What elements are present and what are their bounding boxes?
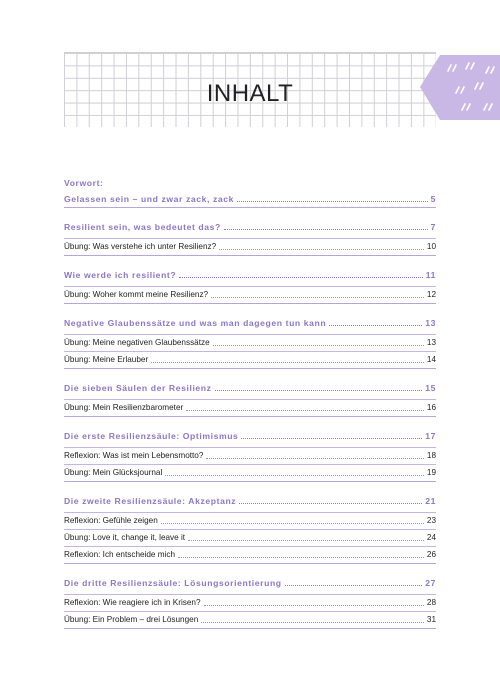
entry-title: Die sieben Säulen der Resilienz [64,383,212,393]
page-number: 13 [425,318,436,328]
entry-title: Gelassen sein – und zwar zack, zack [64,194,235,204]
dot-leader [239,498,422,504]
dot-leader [329,320,422,326]
page-number: 28 [426,598,436,607]
toc-section [64,267,436,304]
toc-section [64,380,436,417]
entry-title: Negative Glaubenssätze und was man dagegen tun kann [64,318,327,328]
toc-chapter-entry[interactable] [64,219,436,235]
toc-exercise-entry[interactable] [64,594,436,611]
dot-leader [188,535,424,541]
toc-section [64,315,436,369]
toc-section [64,575,436,629]
table-of-contents [64,175,436,640]
page-number: 10 [426,242,436,251]
page-number: 14 [426,355,436,364]
entry-title: Wie werde ich resilient? [64,270,177,280]
entry-title: Die dritte Resilienzsäule: Lösungsorientierung [64,578,282,588]
toc-exercise-entry[interactable] [64,512,436,529]
toc-section [64,428,436,482]
entry-title: Übung: Was verstehe ich unter Resilienz? [64,242,217,251]
page-number: 7 [430,222,436,232]
dot-leader [178,552,424,558]
toc-chapter-entry[interactable] [64,175,436,191]
toc-exercise-entry[interactable] [64,351,436,368]
toc-exercise-entry[interactable] [64,529,436,546]
entry-title: Die erste Resilienzsäule: Optimismus [64,431,239,441]
entry-title: Vorwort: [64,178,104,188]
page-number: 5 [430,194,436,204]
toc-exercise-entry[interactable] [64,334,436,351]
page-number: 16 [426,403,436,412]
dot-leader [224,224,428,230]
page-number: 19 [426,468,436,477]
page-number: 18 [426,451,436,460]
toc-chapter-entry[interactable] [64,380,436,396]
page-number: 15 [425,383,436,393]
entry-title: Übung: Mein Resilienzbarometer [64,403,184,412]
toc-exercise-entry[interactable] [64,611,436,628]
toc-chapter-entry[interactable] [64,315,436,331]
dot-leader [237,196,428,202]
dot-leader [206,453,423,459]
toc-chapter-entry[interactable] [64,493,436,509]
page-number: 24 [426,533,436,542]
toc-exercise-entry[interactable] [64,447,436,464]
page-number: 23 [426,516,436,525]
entry-title: Übung: Mein Glücksjournal [64,468,163,477]
entry-title: Die zweite Resilienzsäule: Akzeptanz [64,496,237,506]
page-number: 21 [425,496,436,506]
entry-title: Übung: Love it, change it, leave it [64,533,186,542]
dot-leader [151,357,424,363]
page-number: 17 [425,431,436,441]
dot-leader [285,580,423,586]
dot-leader [201,617,424,623]
entry-title: Reflexion: Ich entscheide mich [64,550,176,559]
toc-exercise-entry[interactable] [64,286,436,303]
toc-section [64,219,436,256]
decorative-tag-icon [420,55,500,120]
grid-header-band [64,52,436,127]
dot-leader [215,385,423,391]
toc-exercise-entry[interactable] [64,238,436,255]
toc-section [64,175,436,208]
dot-leader [211,292,424,298]
toc-chapter-entry[interactable] [64,575,436,591]
page-number: 31 [426,615,436,624]
toc-chapter-entry[interactable] [64,428,436,444]
entry-title: Übung: Woher kommt meine Resilienz? [64,290,209,299]
page-title: INHALT [206,80,294,107]
toc-section [64,493,436,564]
entry-title: Übung: Meine negativen Glaubenssätze [64,338,210,347]
entry-title: Übung: Meine Erlauber [64,355,149,364]
toc-exercise-entry[interactable] [64,464,436,481]
dot-leader [179,272,422,278]
entry-title: Resilient sein, was bedeutet das? [64,222,221,232]
page-number: 27 [425,578,436,588]
entry-title: Reflexion: Wie reagiere ich in Krisen? [64,598,201,607]
toc-exercise-entry[interactable] [64,546,436,563]
page-number: 12 [426,290,436,299]
page-number: 11 [425,270,436,280]
dot-leader [161,518,424,524]
dot-leader [213,340,424,346]
dot-leader [186,405,424,411]
page-number: 26 [426,550,436,559]
dot-leader [241,433,422,439]
dot-leader [204,600,424,606]
page-number: 13 [426,338,436,347]
toc-exercise-entry[interactable] [64,399,436,416]
dot-leader [219,244,424,250]
toc-chapter-entry[interactable] [64,267,436,283]
entry-title: Reflexion: Was ist mein Lebensmotto? [64,451,204,460]
dot-leader [165,470,424,476]
entry-title: Übung: Ein Problem – drei Lösungen [64,615,199,624]
toc-chapter-entry[interactable] [64,191,436,207]
entry-title: Reflexion: Gefühle zeigen [64,516,158,525]
